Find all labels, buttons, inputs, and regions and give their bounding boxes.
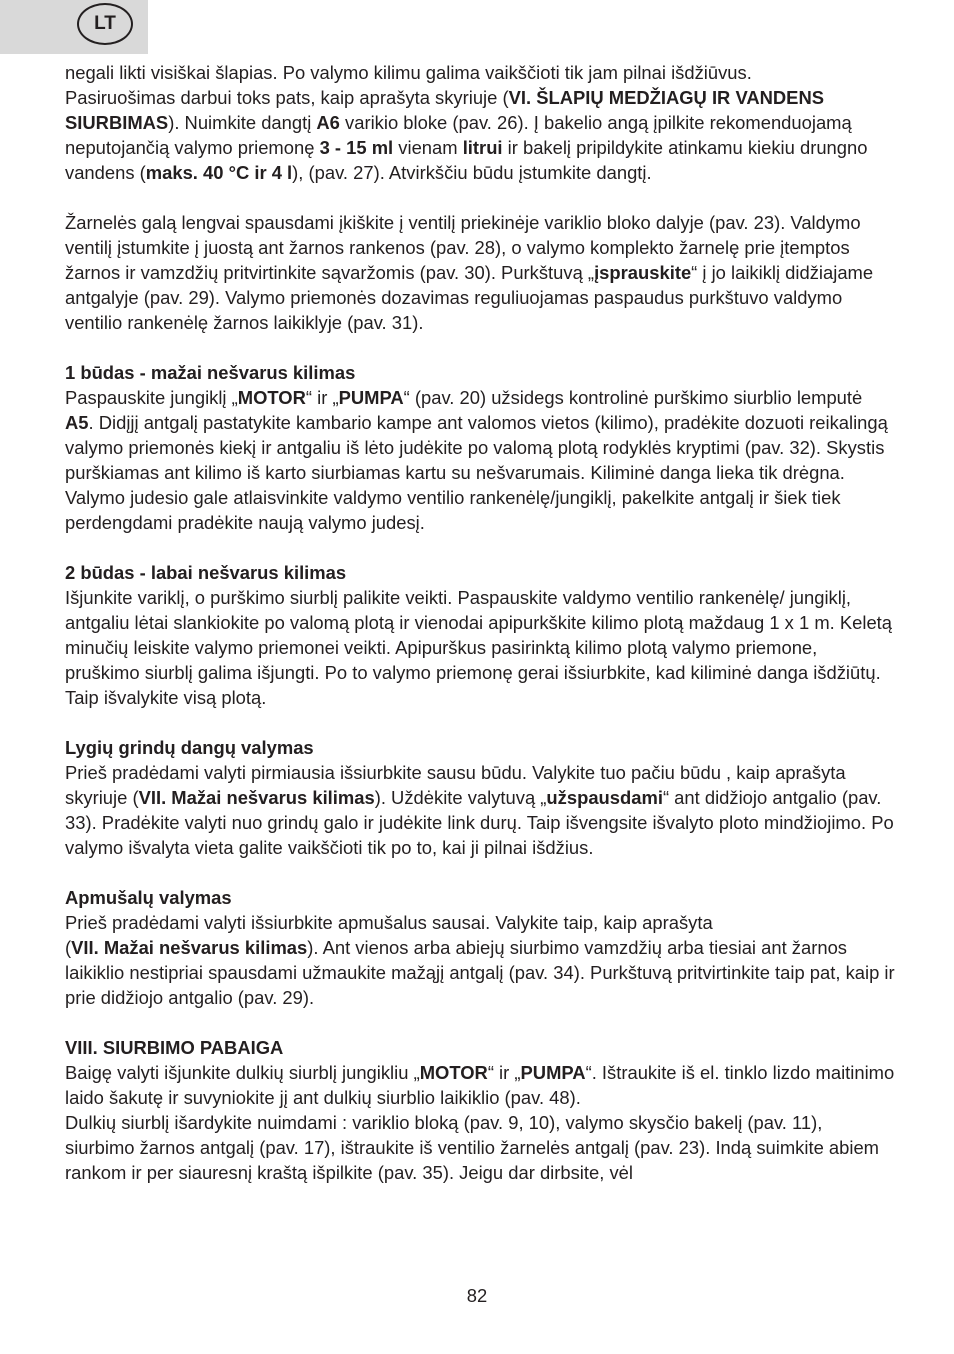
body-text: ). Uždėkite valytuvą „: [374, 787, 547, 808]
bold-text: VII. Mažai nešvarus kilimas: [71, 937, 308, 958]
section-heading: Lygių grindų dangų valymas: [65, 737, 314, 758]
body-text: Žarnelės galą lengvai spausdami įkiškite į ventilį priekinėje variklio bloko dalyje (pav. 23). Valdymo ventilį įstumkite į juostą ant žarnos rankenos (pav. 28), o valymo komplekto žarnelę prie įtemptos žarnos ir vamzdžių pritvirtinkite sąvaržomis (pav. 30). Purkštuvą „: [65, 212, 861, 283]
paragraph: [65, 885, 895, 1010]
section-heading: VIII. SIURBIMO PABAIGA: [65, 1037, 284, 1058]
body-text: ir bakelį pripildykite atinkamu kiekiu drungno vandens (: [65, 137, 868, 183]
body-text: vienam: [393, 137, 463, 158]
body-text: Paspauskite jungiklį „: [65, 387, 238, 408]
paragraph: [65, 360, 895, 535]
paragraph: [65, 1035, 895, 1185]
bold-text: maks. 40 °C ir 4 l: [145, 162, 293, 183]
body-text: Išjunkite variklį, o purškimo siurblį palikite veikti. Paspauskite valdymo ventilio rankenėlę/ jungiklį, antgaliu lėtai slankiokite po valomą plotą ir vienodai apipurkškite kilimo plotą maždaug 1 x 1 m. Keletą minučių leiskite valymo priemonei veikti. Apipurškus pasirinktą kilimo plotą valymo priemone, pruškimo siurblį galima išjungti. Po to valymo priemonę gerai išsiurbkite, kad kiliminė danga išdžiūtų. Taip išvalykite visą plotą.: [65, 587, 893, 708]
bold-text: PUMPA: [338, 387, 404, 408]
bold-text: litrui: [462, 137, 503, 158]
body-text: (: [65, 937, 72, 958]
section-heading: 2 būdas - labai nešvarus kilimas: [65, 562, 347, 583]
body-text: ), (pav. 27). Atvirkščiu būdu įstumkite dangtį.: [292, 162, 652, 183]
bold-text: užspausdami: [546, 787, 663, 808]
section-heading: Apmušalų valymas: [65, 887, 232, 908]
paragraph: [65, 210, 895, 335]
body-text: “ ir „: [487, 1062, 521, 1083]
paragraph: [65, 735, 895, 860]
bold-text: PUMPA: [520, 1062, 586, 1083]
bold-text: VI. ŠLAPIŲ MEDŽIAGŲ IR VANDENS SIURBIMAS: [65, 87, 824, 133]
body-text: Prieš pradėdami valyti pirmiausia išsiurbkite sausu būdu. Valykite tuo pačiu būdu , kaip aprašyta skyriuje (: [65, 762, 846, 808]
body-text: Baigę valyti išjunkite dulkių siurblį jungikliu „: [65, 1062, 420, 1083]
bold-text: MOTOR: [237, 387, 306, 408]
body-text: “ ir „: [305, 387, 339, 408]
section-heading: 1 būdas - mažai nešvarus kilimas: [65, 362, 356, 383]
language-badge: LT: [77, 3, 133, 45]
page-number: 82: [466, 1285, 488, 1306]
bold-text: A5: [65, 412, 89, 433]
body-text: Dulkių siurblį išardykite nuimdami : variklio bloką (pav. 9, 10), valymo skysčio bakelį (pav. 11), siurbimo žarnos antgalį (pav. 17), ištraukite iš ventilio žarnelės antgalį (pav. 23). Indą suimkite abiem rankom ir per siauresnį kraštą išpilkite (pav. 35). Jeigu dar dirbsite, vėl: [65, 1112, 879, 1183]
body-text: “ (pav. 20) užsidegs kontrolinė purškimo siurblio lemputė: [403, 387, 863, 408]
bold-text: 3 - 15 ml: [319, 137, 394, 158]
body-text: ). Nuimkite dangtį: [168, 112, 317, 133]
body-text: varikio bloke (pav. 26). Į bakelio angą įpilkite rekomenduojamą neputojančią valymo priemonę: [65, 112, 852, 158]
body-text: ). Ant vienos arba abiejų siurbimo vamzdžių arba tiesiai ant žarnos laikiklio nestipriai spausdami užmaukite mažąjį antgalį (pav. 34). Purkštuvą pritvirtinkite taip pat, kaip ir prie didžiojo antgalio (pav. 29).: [65, 937, 895, 1008]
bold-text: įsprauskite: [594, 262, 692, 283]
body-text: “ ant didžiojo antgalio (pav. 33). Pradėkite valyti nuo grindų galo ir judėkite link durų. Taip išvengsite išvalyto ploto mindžiojimo. Po valymo išvalyta vieta galite vaikščioti tik po to, kai ji pilnai išdžius.: [65, 787, 894, 858]
body-text: . Didįjį antgalį pastatykite kambario kampe ant valomos vietos (kilimo), pradėkite dozuoti reikalingą valymo priemonės kiekį ir antgaliu iš lėto judėkite po valomą plotą rodyklės kryptimi (pav. 32). Skystis purškiamas ant kilimo iš karto siurbiamas kartu su nešvarumais. Kiliminė danga lieka tik drėgna. Valymo judesio gale atlaisvinkite valdymo ventilio rankenėlę/jungiklį, pakelkite antgalį ir šiek tiek perdengdami pradėkite naują valymo judesį.: [65, 412, 888, 533]
body-text: Prieš pradėdami valyti išsiurbkite apmušalus sausai. Valykite taip, kaip aprašyta: [65, 912, 713, 933]
bold-text: VII. Mažai nešvarus kilimas: [138, 787, 375, 808]
bold-text: A6: [316, 112, 340, 133]
bold-text: MOTOR: [419, 1062, 488, 1083]
paragraph: [65, 560, 895, 710]
body-text: “ į jo laikiklį didžiajame antgalyje (pav. 29). Valymo priemonės dozavimas reguliuojamas paspaudus purkštuvo valdymo ventilio rankenėlę žarnos laikiklyje (pav. 31).: [65, 262, 874, 333]
body-text: Pasiruošimas darbui toks pats, kaip aprašyta skyriuje (: [65, 87, 509, 108]
body-text: “. Ištraukite iš el. tinklo lizdo maitinimo laido šakutę ir suvyniokite jį ant dulkių siurblio laikiklio (pav. 48).: [65, 1062, 895, 1108]
language-tab: [0, 0, 148, 54]
body-text: negali likti visiškai šlapias. Po valymo kilimu galima vaikščioti tik jam pilnai išdžiūvus.: [65, 62, 752, 83]
paragraph: [65, 60, 895, 185]
manual-body-text: [65, 60, 895, 1185]
